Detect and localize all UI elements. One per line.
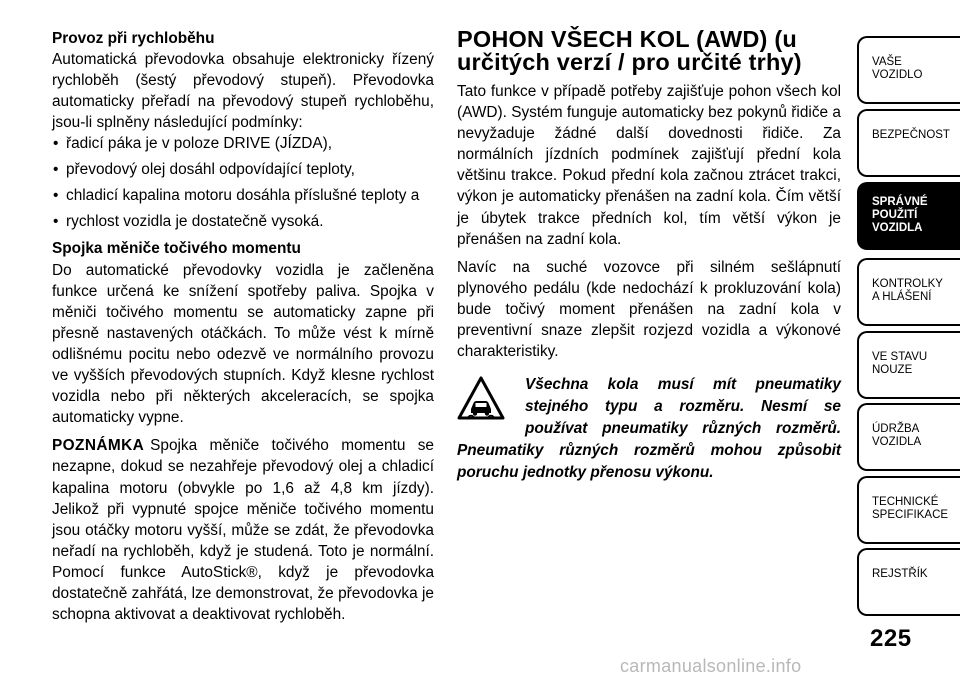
tab-label: BEZPEČNOST xyxy=(872,129,950,141)
warning-line: Všechna kola musí mít pneumatiky xyxy=(525,376,841,394)
page-number: 225 xyxy=(870,625,912,652)
warning-box xyxy=(457,374,841,484)
section-title-awd: POHON VŠECH KOL (AWD) (u určitých verzí / pro určité trhy) xyxy=(457,26,802,75)
note-paragraph xyxy=(52,435,434,625)
tab-spravne-pouziti-vozidla[interactable] xyxy=(857,182,960,250)
tab-label: VOZIDLO xyxy=(872,69,923,81)
tab-bezpecnost[interactable] xyxy=(857,109,960,177)
tab-rejstrik[interactable] xyxy=(857,548,960,616)
tab-label: VOZIDLA xyxy=(872,436,922,448)
list-item: • převodový olej dosáhl odpovídající teploty, xyxy=(52,159,434,180)
tab-label: REJSTŘÍK xyxy=(872,568,928,580)
tab-label: SPECIFIKACE xyxy=(872,509,949,521)
tab-kontrolky-a-hlaseni[interactable] xyxy=(857,258,960,326)
warning-text xyxy=(457,374,841,484)
tab-label: TECHNICKÉ xyxy=(872,496,939,508)
tab-label: KONTROLKY xyxy=(872,278,943,290)
warning-line: poruchu jednotky přenosu výkonu. xyxy=(457,464,714,482)
paragraph-awd-dry-road: Navíc na suché vozovce při silném sešlápnutí plynového pedálu (kde nedochází k prokluzování kola) bude točivý moment přenášen na zadní kola v preventivní snaze zlepšit rozjezd vozidla a výkonové charakteristiky. xyxy=(457,258,841,361)
tab-vase-vozidlo[interactable] xyxy=(857,36,960,104)
paragraph-overdrive: Automatická převodovka obsahuje elektronicky řízený rychloběh (šestý převodový stupeň). Převodovka automaticky přeřadí na převodový stupeň rychloběhu, jsou-li splněny následující podmínky: xyxy=(52,51,434,132)
heading-torque-converter: Spojka měniče točivého momentu xyxy=(52,240,301,258)
list-item: • rychlost vozidla je dostatečně vysoká. xyxy=(52,211,434,232)
chapter-tabs xyxy=(857,0,960,678)
list-item: • řadicí páka je v poloze DRIVE (JÍZDA), xyxy=(52,133,434,154)
tab-label: NOUZE xyxy=(872,364,913,376)
tab-label: VOZIDLA xyxy=(872,222,923,234)
tab-ve-stavu-nouze[interactable] xyxy=(857,331,960,399)
list-item: • chladicí kapalina motoru dosáhla příslušné teploty a xyxy=(52,185,434,206)
left-column xyxy=(52,28,434,632)
tab-label: SPRÁVNÉ xyxy=(872,196,928,208)
warning-line: Pneumatiky různých rozměrů mohou způsobit xyxy=(457,442,841,460)
right-column xyxy=(457,28,841,484)
paragraph-torque-converter: Do automatické převodovky vozidla je začleněna funkce určená ke snížení spotřeby paliva. Spojka v měniči točivého momentu se automaticky zapne při přesně nastavených otáčkách. To může vést k mírně odlišnému pocitu nebo odezvě ve normálního provozu ve vyšších převodových stupních. Když klesne rychlost vozidla nebo při některých akceleracích, se spojka automaticky vypne. xyxy=(52,261,434,427)
watermark: carmanualsonline.info xyxy=(620,656,802,676)
tab-label: VAŠE xyxy=(872,56,902,68)
paragraph-awd-intro: Tato funkce v případě potřeby zajišťuje pohon všech kol (AWD). Systém funguje automaticky bez pokynů řidiče a nevyžaduje žádné další dovednosti řidiče. Za normálních jízdních podmínek zajišťují přední kola většinu trakce. Pokud přední kola začnou ztrácet trakci, výkon je automaticky přenášen na zadní kola. Čím větší je úbytek trakce předních kol, tím větší výkon je přenášen na zadní kola. xyxy=(457,83,841,248)
tab-label: A HLÁŠENÍ xyxy=(872,291,932,303)
conditions-list xyxy=(52,133,434,232)
note-text: Spojka měniče točivého momentu se nezapne, dokud se nezahřeje převodový olej a chladicí kapalina motoru (obvykle po 1,6 až 4,8 km jízdy). Jelikož při vypnuté spojce měniče točivého momentu jsou otáčky motoru vyšší, může se zdát, že převodovka neřadí na rychloběh, když je studená. Toto je normální. Pomocí funkce AutoStick®, když je převodovka dostatečně zahřátá, lze demonstrovat, že převodovka je schopna aktivovat a deaktivovat rychloběh. xyxy=(52,437,434,624)
warning-line: stejného typu a rozměru. Nesmí se xyxy=(525,398,841,416)
warning-triangle-car-icon xyxy=(457,376,505,420)
heading-overdrive: Provoz při rychloběhu xyxy=(52,30,215,47)
tab-technicke-specifikace[interactable] xyxy=(857,476,960,544)
tab-label: VE STAVU xyxy=(872,351,928,363)
warning-line: používat pneumatiky různých rozměrů. xyxy=(525,420,841,438)
note-label: POZNÁMKA xyxy=(52,437,145,455)
tab-label: ÚDRŽBA xyxy=(872,423,920,435)
tab-udrzba-vozidla[interactable] xyxy=(857,403,960,471)
tab-label: POUŽITÍ xyxy=(872,209,918,221)
